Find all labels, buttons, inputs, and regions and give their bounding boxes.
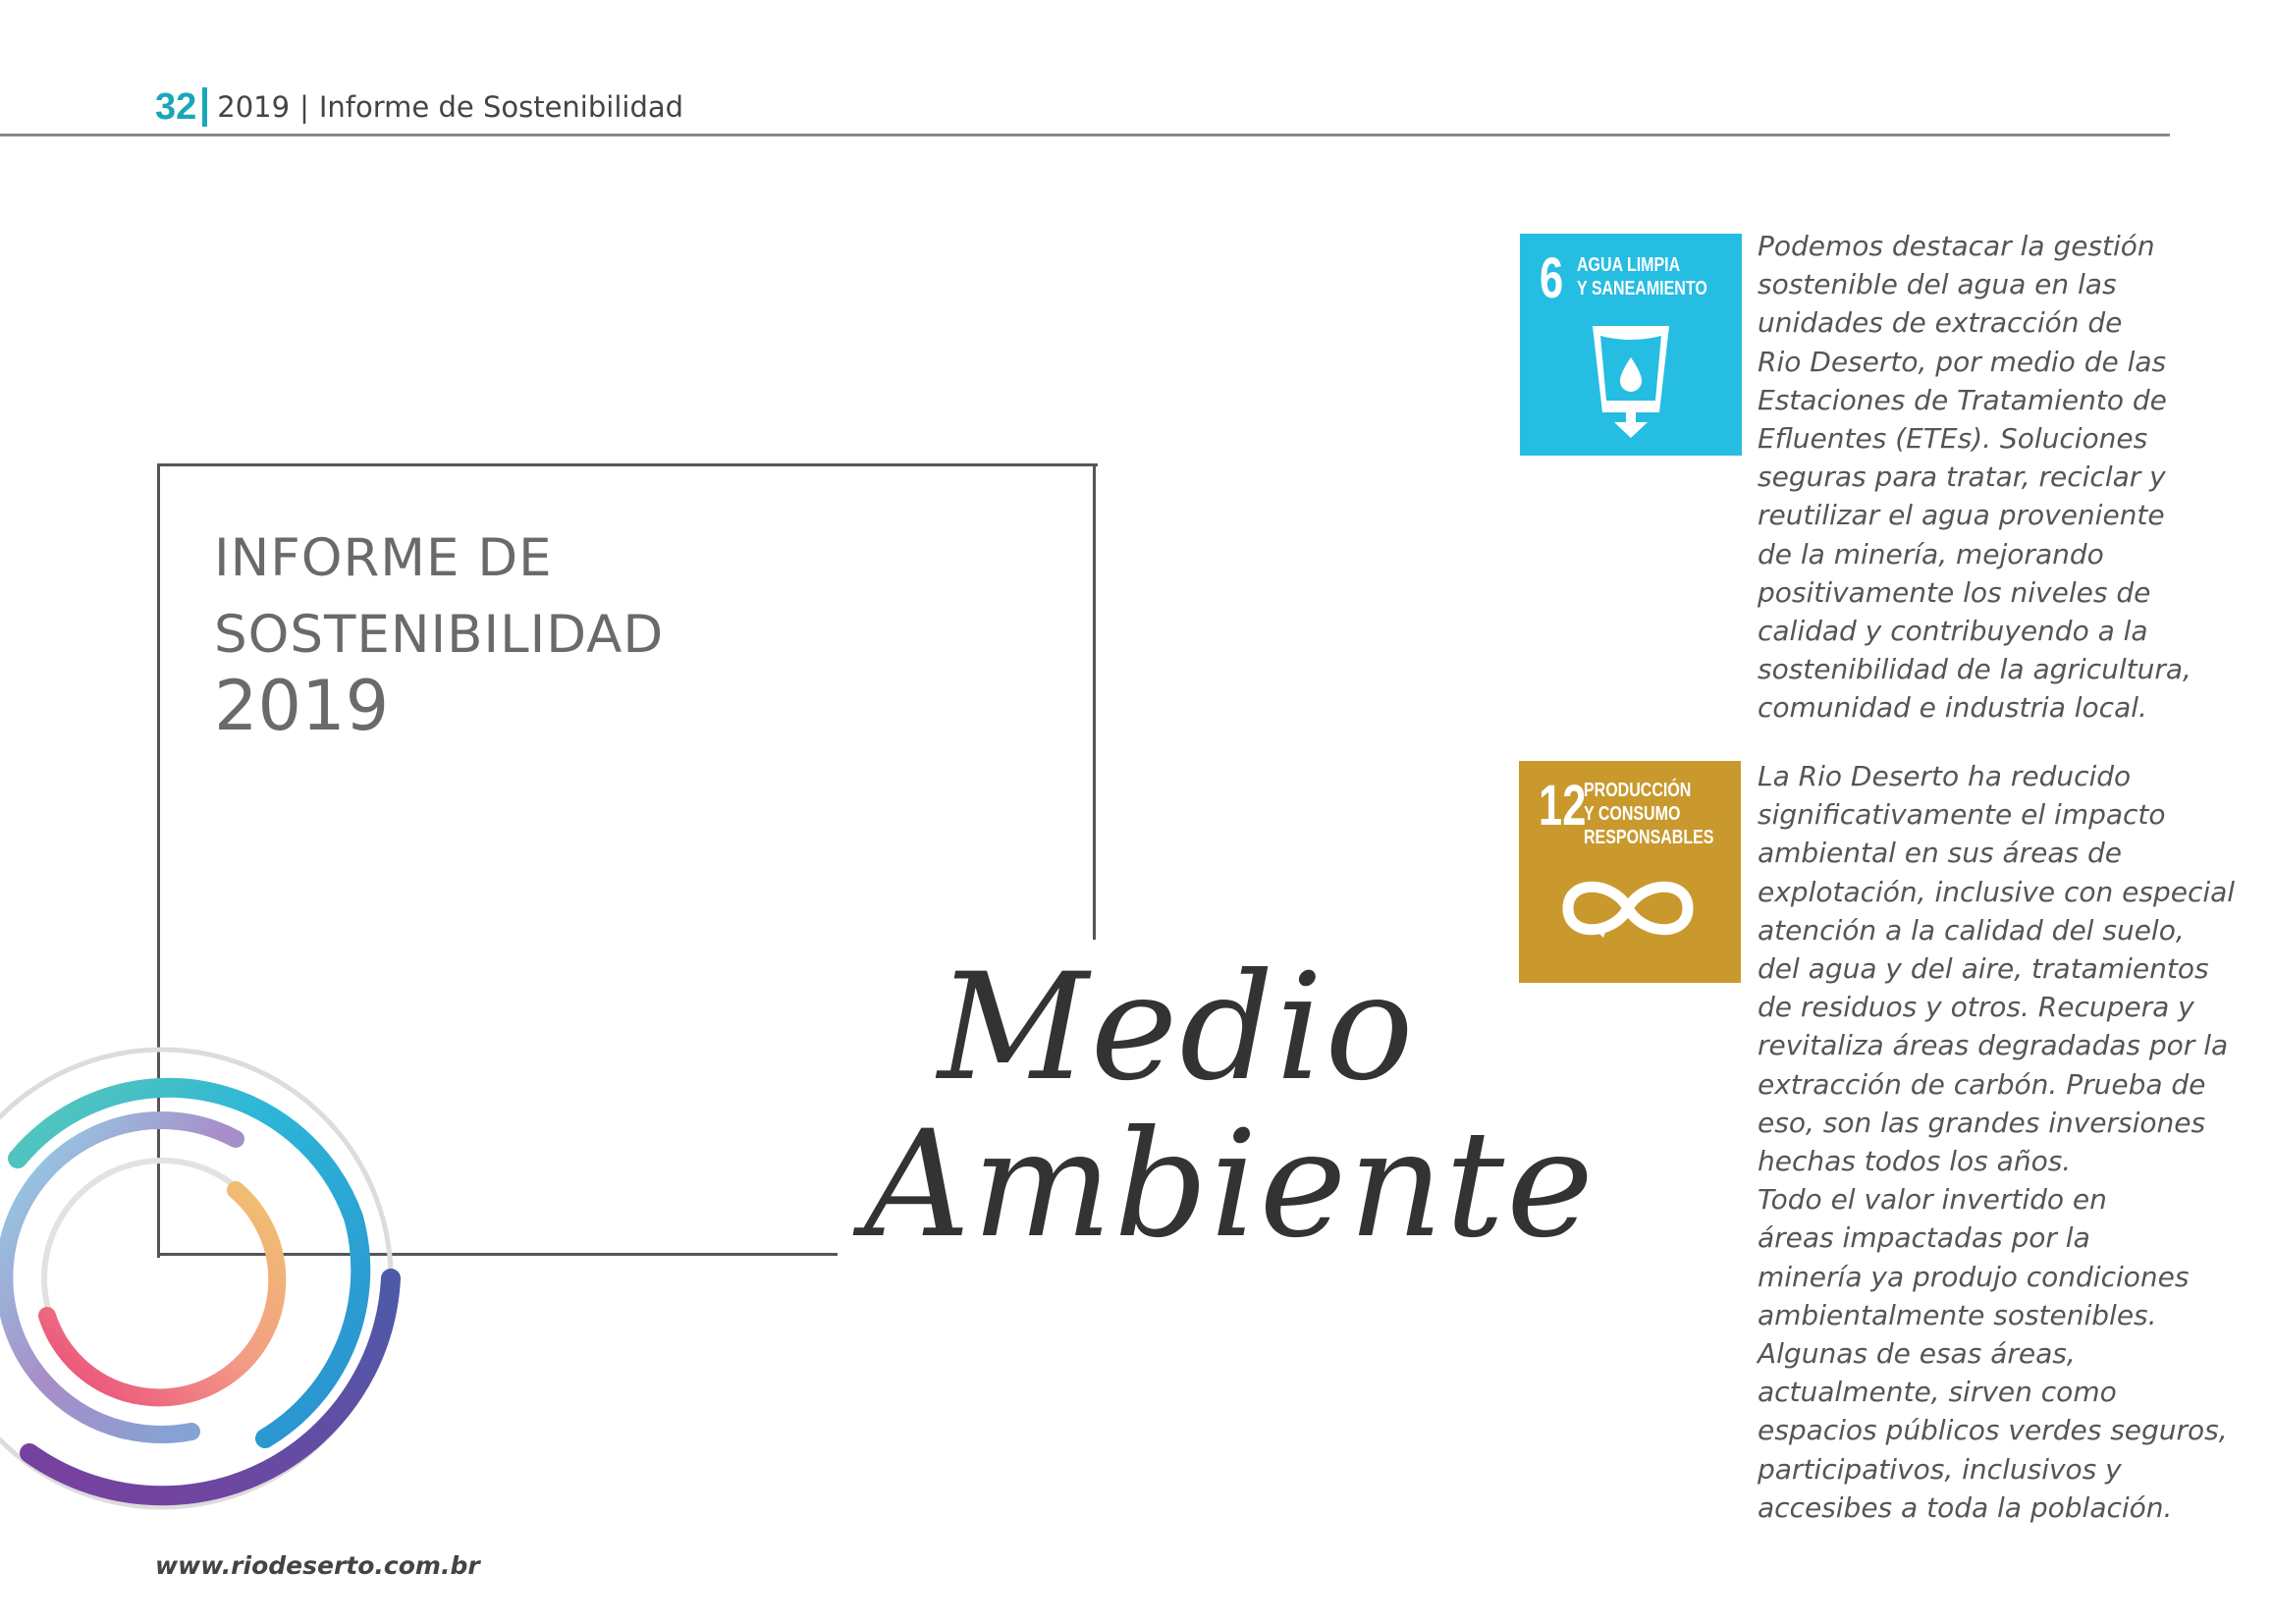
paragraph-line: explotación, inclusive con especial	[1758, 875, 2236, 908]
paragraph-line: seguras para tratar, reciclar y	[1758, 460, 2166, 494]
paragraph-line: calidad y contribuyendo a la	[1758, 615, 2148, 648]
sdg12-label	[1584, 779, 1713, 849]
paragraph-line: actualmente, sirven como	[1758, 1376, 2117, 1409]
paragraph-line: del agua y del aire, tratamientos	[1758, 952, 2209, 986]
paragraph-environment	[1758, 757, 2235, 1527]
section-title-line2: Ambiente	[864, 1100, 1596, 1271]
paragraph-line: reutilizar el agua proveniente	[1758, 499, 2165, 532]
footer-url[interactable]: www.riodeserto.com.br	[155, 1551, 480, 1580]
paragraph-line: Efluentes (ETEs). Soluciones	[1758, 422, 2148, 456]
sdg12-label-line3: RESPONSABLES	[1584, 827, 1714, 848]
sdg6-number: 6	[1540, 246, 1564, 310]
sdg6-label-line2: Y SANEAMIENTO	[1577, 278, 1707, 299]
paragraph-line: extracción de carbón. Prueba de	[1758, 1067, 2206, 1101]
page-number: 32	[155, 85, 197, 128]
paragraph-line: participativos, inclusivos y	[1758, 1452, 2122, 1486]
paragraph-line: positivamente los niveles de	[1758, 575, 2151, 609]
sdg6-label-line1: AGUA LIMPIA	[1577, 254, 1681, 276]
paragraph-line: Todo el valor invertido en	[1758, 1183, 2107, 1217]
sdg6-badge	[1520, 234, 1742, 456]
paragraph-line: sostenibilidad de la agricultura,	[1758, 653, 2192, 686]
paragraph-line: minería ya produjo condiciones	[1758, 1260, 2190, 1293]
paragraph-line: unidades de extracción de	[1758, 306, 2123, 340]
header-year: 2019	[217, 90, 291, 124]
ring-warm	[47, 1190, 277, 1397]
paragraph-line: de residuos y otros. Recupera y	[1758, 991, 2194, 1024]
page-header	[155, 82, 683, 132]
paragraph-line: Rio Deserto, por medio de las	[1758, 345, 2167, 378]
report-title-line2: SOSTENIBILIDAD	[214, 605, 665, 665]
paragraph-line: Podemos destacar la gestión	[1758, 230, 2155, 262]
paragraph-line: ambiental en sus áreas de	[1758, 837, 2123, 870]
paragraph-line: significativamente el impacto	[1758, 798, 2166, 832]
paragraph-line: La Rio Deserto ha reducido	[1758, 760, 2132, 792]
sdg12-number: 12	[1539, 774, 1587, 838]
sdg12-badge	[1519, 761, 1741, 983]
sdg6-label	[1577, 253, 1707, 300]
paragraph-line: Algunas de esas áreas,	[1758, 1337, 2076, 1371]
paragraph-line: atención a la calidad del suelo,	[1758, 913, 2185, 947]
sdg12-label-line2: Y CONSUMO	[1584, 803, 1681, 825]
paragraph-line: ambientalmente sostenibles.	[1758, 1298, 2157, 1331]
paragraph-line: accesibes a toda la población.	[1758, 1490, 2173, 1524]
paragraph-line: revitaliza áreas degradadas por la	[1758, 1029, 2229, 1062]
header-title: Informe de Sostenibilidad	[318, 90, 684, 124]
paragraph-line: áreas impactadas por la	[1758, 1221, 2090, 1255]
paragraph-line: eso, son las grandes inversiones	[1758, 1106, 2206, 1139]
paragraph-line: de la minería, mejorando	[1758, 537, 2104, 570]
infinity-loop-icon	[1554, 869, 1702, 947]
report-title	[214, 520, 664, 674]
paragraph-line: sostenible del agua en las	[1758, 268, 2117, 301]
paragraph-line: Estaciones de Tratamiento de	[1758, 383, 2167, 416]
paragraph-water	[1758, 227, 2192, 728]
section-title-line1: Medio	[938, 943, 1416, 1113]
decorative-rings	[0, 1021, 412, 1532]
page-number-bar	[202, 87, 207, 127]
title-frame-right-edge	[1093, 463, 1096, 940]
paragraph-line: comunidad e industria local.	[1758, 691, 2147, 725]
water-glass-icon	[1587, 318, 1675, 440]
paragraph-line: espacios públicos verdes seguros,	[1758, 1414, 2228, 1447]
sdg12-label-line1: PRODUCCIÓN	[1584, 780, 1692, 801]
header-rule	[0, 134, 2170, 136]
paragraph-line: hechas todos los años.	[1758, 1145, 2072, 1178]
report-title-line1: INFORME DE	[214, 528, 553, 588]
report-year: 2019	[214, 666, 390, 746]
header-separator: |	[299, 90, 309, 124]
